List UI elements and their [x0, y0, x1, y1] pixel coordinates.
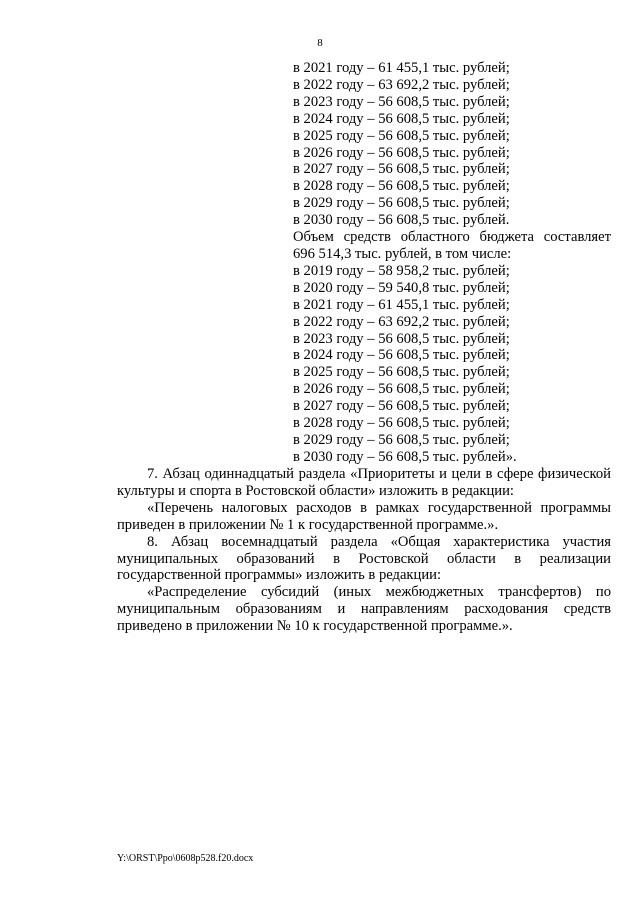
list-item: в 2025 году – 56 608,5 тыс. рублей; — [293, 127, 510, 144]
page-number: 8 — [317, 37, 323, 49]
list-item: в 2019 году – 58 958,2 тыс. рублей; — [293, 262, 510, 279]
list-item: в 2029 году – 56 608,5 тыс. рублей; — [293, 195, 510, 212]
paragraph-item-7: 7. Абзац одиннадцатый раздела «Приоритеты и цели в сфере физической культуры и спорта в Ростовской области» изложить в редакции: — [117, 466, 611, 499]
list-item: в 2027 году – 56 608,5 тыс. рублей; — [293, 398, 510, 415]
list-item: в 2025 году – 56 608,5 тыс. рублей; — [293, 364, 510, 381]
first-year-list — [293, 60, 611, 229]
list-item: в 2020 году – 59 540,8 тыс. рублей; — [293, 279, 510, 296]
list-item: в 2022 году – 63 692,2 тыс. рублей; — [293, 76, 510, 93]
list-item: в 2021 году – 61 455,1 тыс. рублей; — [293, 296, 510, 313]
list-item: в 2024 году – 56 608,5 тыс. рублей; — [293, 110, 510, 127]
paragraph-item-7-quote: «Перечень налоговых расходов в рамках государственной программы приведен в приложении № 1 к государственной программе.». — [117, 499, 611, 533]
amendments-section — [117, 466, 611, 635]
list-item: в 2028 году – 56 608,5 тыс. рублей; — [293, 178, 510, 195]
funding-block — [293, 60, 611, 466]
list-item: в 2026 году – 56 608,5 тыс. рублей; — [293, 381, 510, 398]
list-item: в 2024 году – 56 608,5 тыс. рублей; — [293, 347, 510, 364]
second-year-list — [293, 263, 611, 466]
paragraph-item-8: 8. Абзац восемнадцатый раздела «Общая характеристика участия муниципальных образований в Ростовской области в реализации государственной программы» изложить в редакции: — [117, 533, 611, 584]
regional-budget-intro: Объем средств областного бюджета составляет 696 514,3 тыс. рублей, в том числе: — [293, 229, 611, 262]
list-item: в 2023 году – 56 608,5 тыс. рублей; — [293, 330, 510, 347]
list-item: в 2030 году – 56 608,5 тыс. рублей». — [293, 448, 517, 465]
paragraph-item-8-quote: «Распределение субсидий (иных межбюджетных трансфертов) по муниципальным образованиям и направлениям расходования средств приведено в приложении № 10 к государственной программе.». — [117, 584, 611, 635]
list-item: в 2021 году – 61 455,1 тыс. рублей; — [293, 60, 510, 76]
list-item: в 2026 году – 56 608,5 тыс. рублей; — [293, 144, 510, 161]
list-item: в 2030 году – 56 608,5 тыс. рублей. — [293, 212, 510, 229]
footer-file-path: Y:\ORST\Ppo\0608p528.f20.docx — [117, 853, 254, 864]
list-item: в 2023 году – 56 608,5 тыс. рублей; — [293, 93, 510, 110]
list-item: в 2028 году – 56 608,5 тыс. рублей; — [293, 415, 510, 432]
list-item: в 2027 году – 56 608,5 тыс. рублей; — [293, 161, 510, 178]
list-item: в 2029 году – 56 608,5 тыс. рублей; — [293, 431, 510, 448]
list-item: в 2022 году – 63 692,2 тыс. рублей; — [293, 313, 510, 330]
